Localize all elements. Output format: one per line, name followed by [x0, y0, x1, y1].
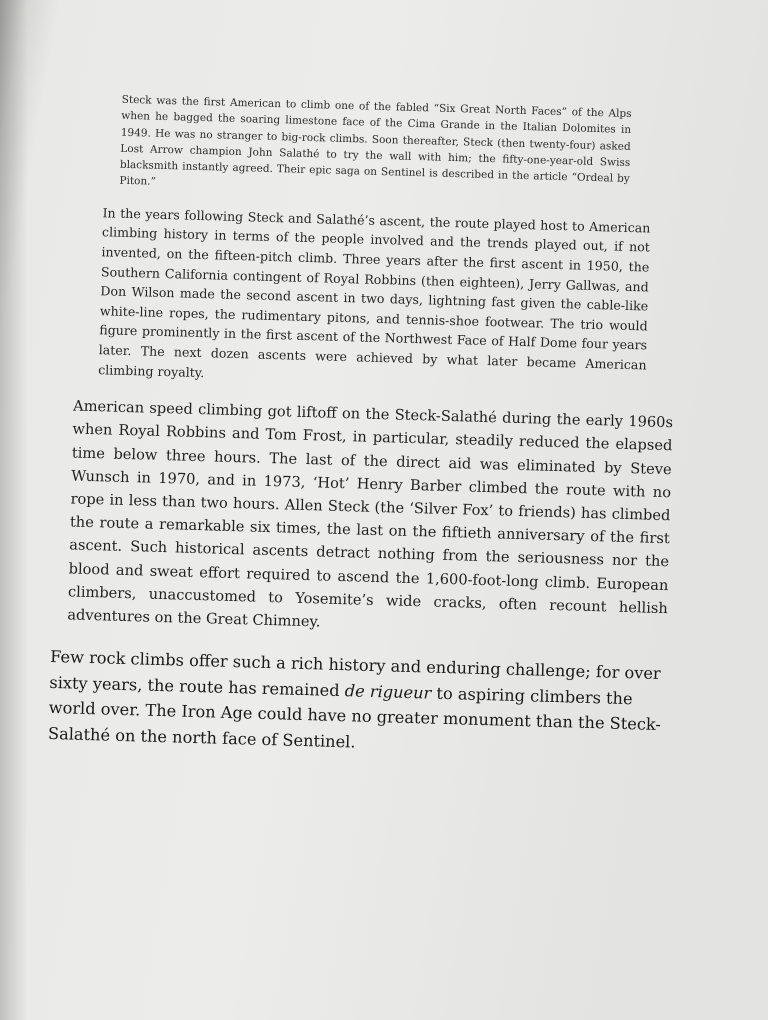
text-block [42, 90, 710, 764]
conclusion-text-after: to aspiring climbers the world over. The Iron Age could have no greater monument than the Steck-Salathé on the north face of Sentinel. [47, 683, 662, 752]
conclusion-emphasis: de rigueur [344, 680, 432, 703]
paragraph-speed-climbing: American speed climbing got liftoff on the Steck-Salathé during the early 1960s when Royal Robbins and Tom Frost, in particular, steadily reduced the elapsed time below three hours. The last of the direct aid was eliminated by Steve Wunsch in 1970, and in 1973, ‘Hot’ Henry Barber climbed the route with no rope in less than two hours. Allen Steck (the ‘Silver Fox’ to friends) has climbed the route a remarkable six times, the last on the fiftieth anniversary of the first ascent. Such historical ascents detract nothing from the seriousness nor the blood and sweat effort required to ascend the 1,600-foot-long climb. European climbers, unaccustomed to Yosemite’s wide cracks, often recount hellish adventures on the Great Chimney. [67, 397, 674, 631]
paragraph-conclusion [48, 644, 683, 764]
conclusion-text-before: Few rock climbs offer such a rich history and enduring challenge; for over sixty years, the route has remained [49, 647, 661, 700]
paragraph-steck-intro: Steck was the first American to climb one of the fabled “Six Great North Faces” of the Alps when he bagged the soaring limestone face of the Cima Grande in the Italian Dolomites in 1949. He was no stranger to big-rock climbs. Soon thereafter, Steck (then twenty-four) asked Lost Arrow champion John Salathé to try the wall with him; the fifty-one-year-old Swiss blacksmith instantly agreed. Their epic saga on Sentinel is described in the article “Ordeal by Piton.” [119, 93, 632, 189]
page-gutter-shadow [0, 0, 28, 1020]
paragraph-route-history: In the years following Steck and Salathé’s ascent, the route played host to American climbing history in terms of the people involved and the trends played out, if not invented, on the fifteen-pitch climb. Three years after the first ascent in 1950, the Southern California contingent of Royal Robbins (then eighteen), Jerry Gallwas, and Don Wilson made the second ascent in two days, lightning fast given the cable-like white-line ropes, the rudimentary pitons, and tennis-shoe footwear. The trio would figure prominently in the first ascent of the Northwest Face of Half Dome four years later. The next dozen ascents were achieved by what later became American climbing royalty. [98, 205, 651, 380]
